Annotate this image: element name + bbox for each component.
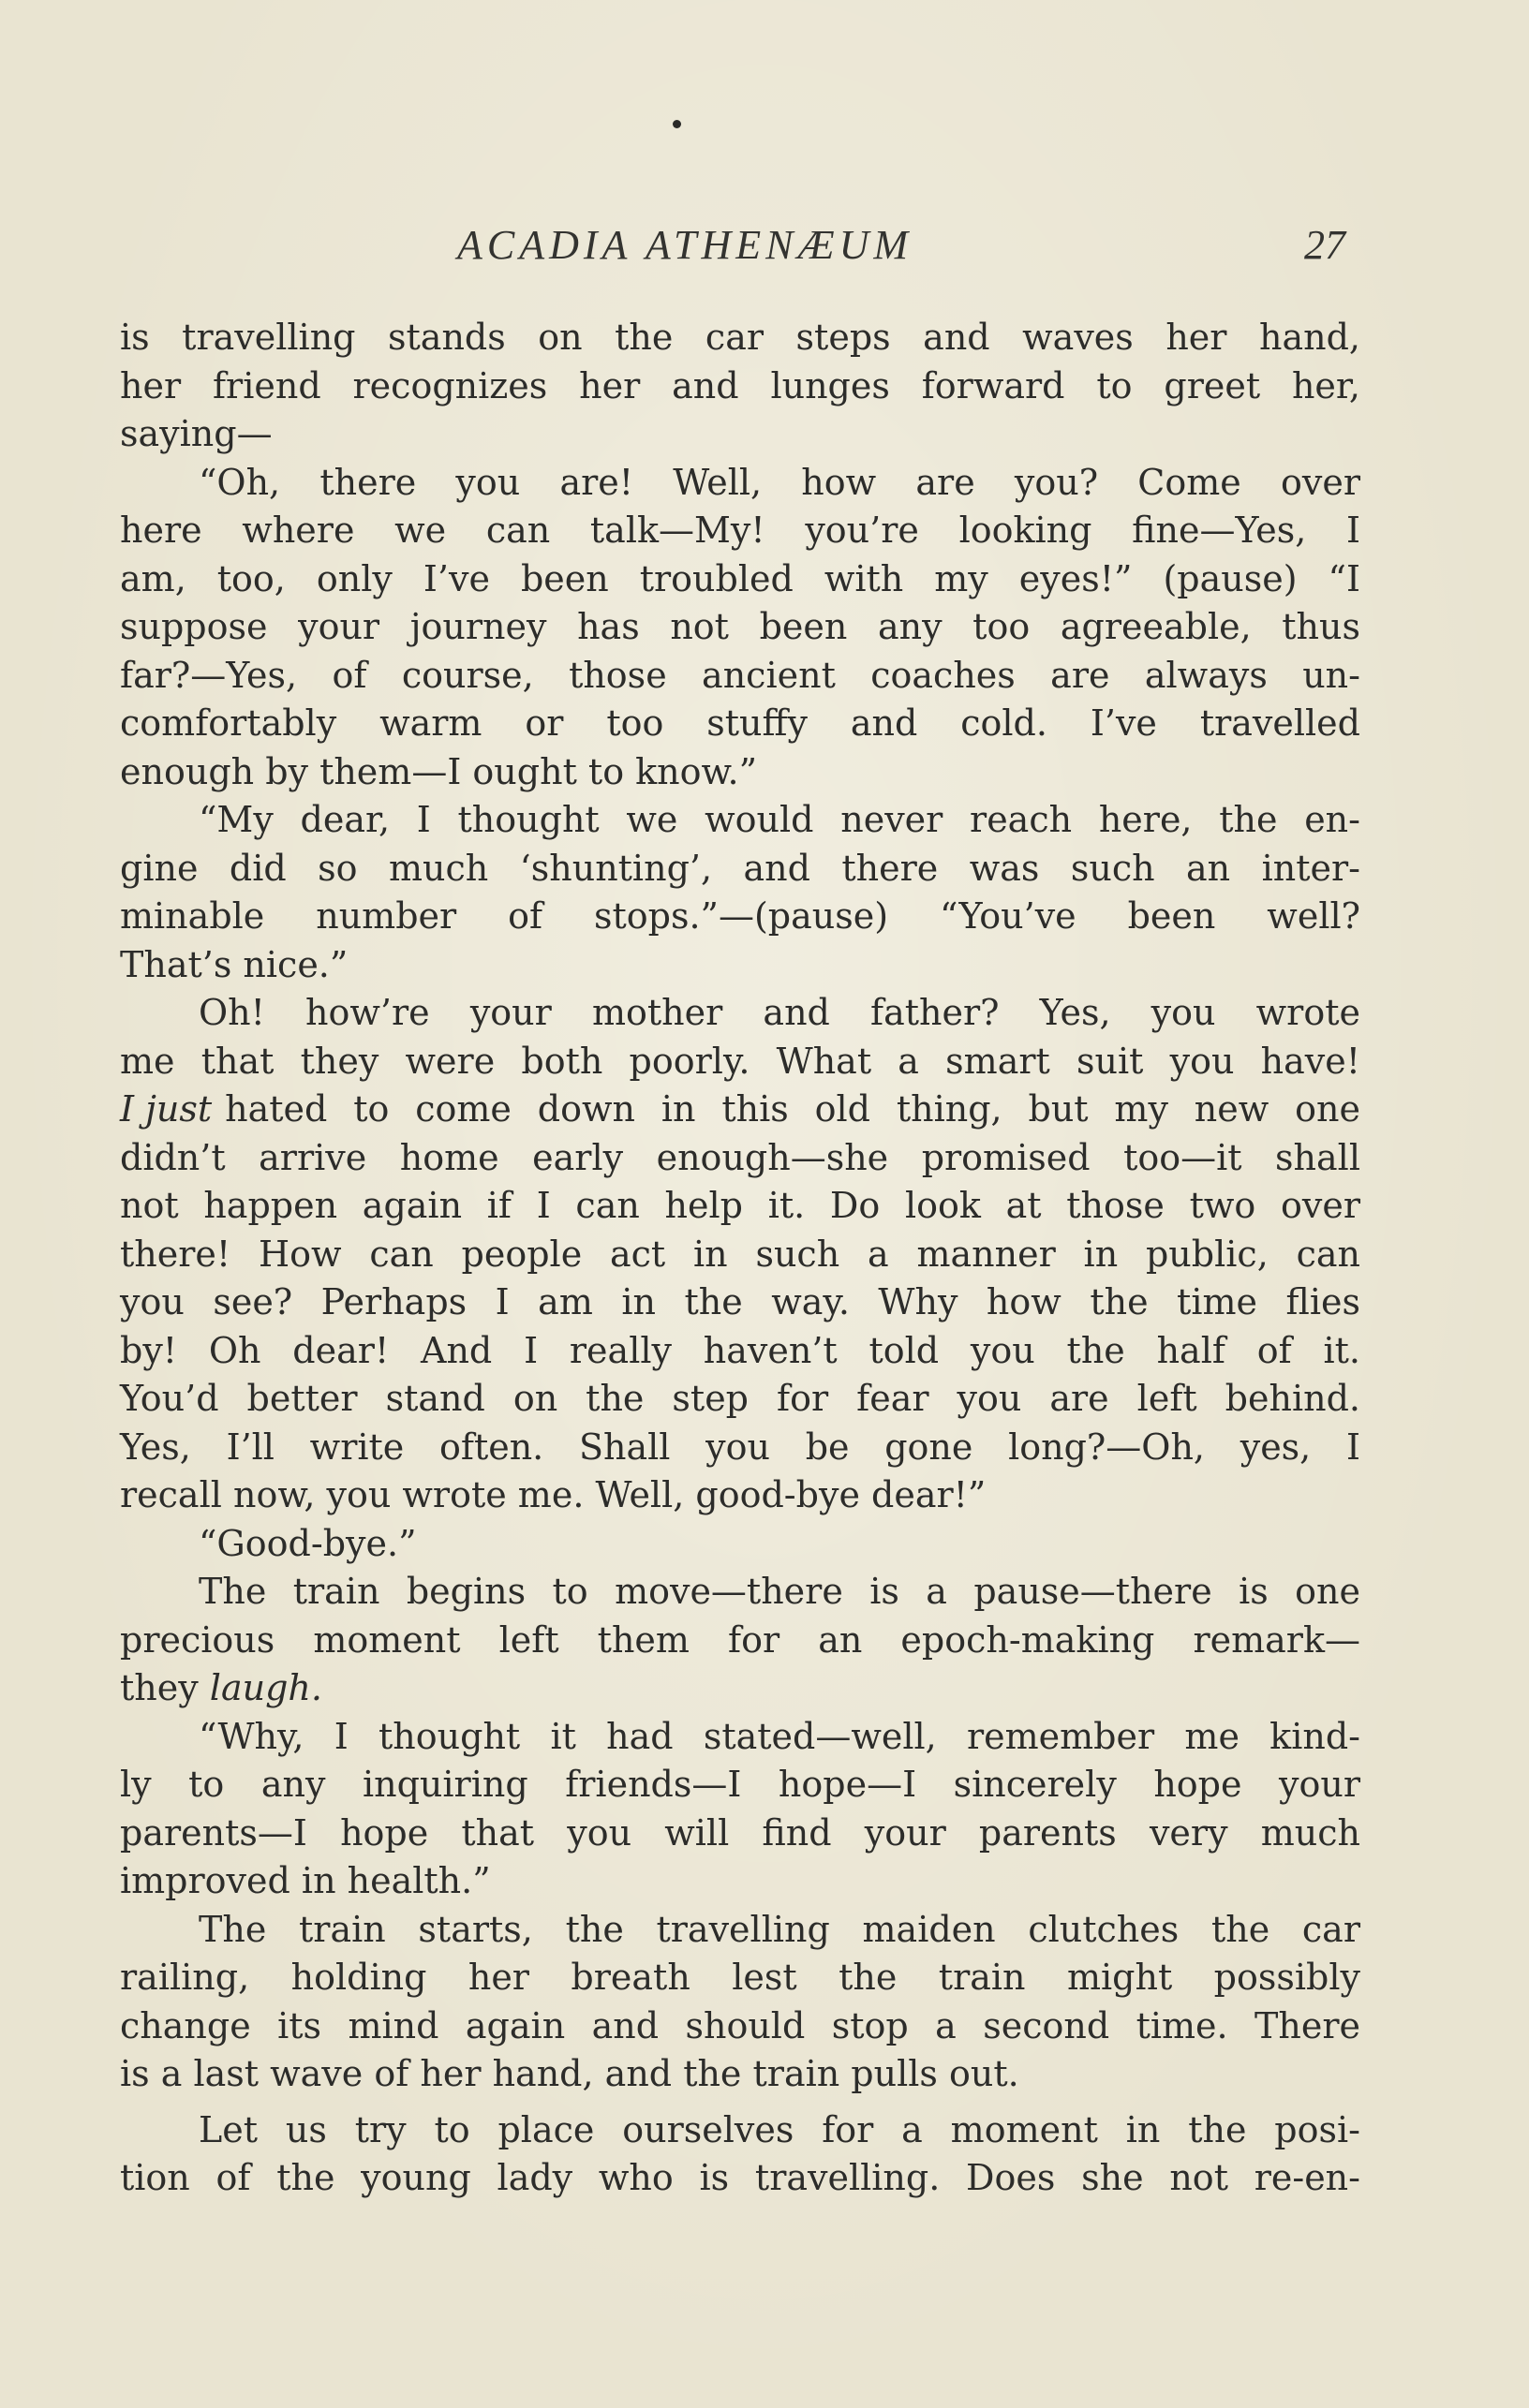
text-line: minable number of stops.”—(pause) “You’ve been well? xyxy=(120,895,1360,937)
text-line: didn’t arrive home early enough—she promised too—it shall xyxy=(120,1136,1360,1178)
text-line: suppose your journey has not been any too agreeable, thus xyxy=(120,606,1360,647)
text-line: recall now, you wrote me. Well, good-bye dear!” xyxy=(120,1474,987,1515)
text-line: not happen again if I can help it. Do look at those two over xyxy=(120,1185,1360,1226)
running-head xyxy=(0,221,1529,277)
italic-phrase: I just xyxy=(120,1088,213,1130)
text-line: The train starts, the travelling maiden clutches the car xyxy=(199,1908,1360,1950)
text-line: ly to any inquiring friends—I hope—I sincerely hope your xyxy=(120,1764,1360,1805)
text-line: “Why, I thought it had stated—well, remember me kind- xyxy=(199,1715,1360,1757)
text-line: here where we can talk—My! you’re looking fine—Yes, I xyxy=(120,510,1360,551)
text-line: tion of the young lady who is travelling. Does she not re-en- xyxy=(120,2157,1360,2198)
body-text xyxy=(120,314,1360,2203)
text-line: improved in health.” xyxy=(120,1860,491,1901)
paragraph-gap xyxy=(120,2099,1360,2106)
text-line: by! Oh dear! And I really haven’t told you the half of it. xyxy=(120,1329,1360,1371)
text-line: parents—I hope that you will find your parents very much xyxy=(120,1811,1360,1854)
text-line: is travelling stands on the car steps and waves her hand, xyxy=(120,317,1360,358)
text-line: The train begins to move—there is a pause—there is one xyxy=(199,1571,1360,1612)
journal-title: ACADIA ATHENÆUM xyxy=(457,222,913,268)
text-line: “Good-bye.” xyxy=(199,1522,417,1564)
text-line-start: they xyxy=(120,1667,199,1708)
text-line: you see? Perhaps I am in the way. Why how the time flies xyxy=(120,1281,1360,1322)
text-line: me that they were both poorly. What a smart suit you have! xyxy=(120,1040,1360,1082)
text-line: there! How can people act in such a manner in public, can xyxy=(120,1233,1360,1275)
text-line: enough by them—I ought to know.” xyxy=(120,750,758,792)
page-number: 27 xyxy=(1304,222,1345,268)
text-line: saying— xyxy=(120,413,273,454)
text-line: change its mind again and should stop a second time. There xyxy=(120,2004,1360,2046)
text-line: Let us try to place ourselves for a moment in the posi- xyxy=(199,2108,1360,2150)
text-line: “Oh, there you are! Well, how are you? Come over xyxy=(199,461,1360,503)
text-line: precious moment left them for an epoch-making remark— xyxy=(120,1618,1360,1661)
text-line: is a last wave of her hand, and the train pulls out. xyxy=(120,2053,1019,2094)
text-line: railing, holding her breath lest the train might possibly xyxy=(120,1957,1360,1998)
text-line: That’s nice.” xyxy=(120,943,349,985)
text-line: Oh! how’re your mother and father? Yes, you wrote xyxy=(199,992,1360,1033)
text-line: am, too, only I’ve been troubled with my eyes!” (pause) “I xyxy=(120,557,1360,599)
text-line-with-italic xyxy=(120,1086,1360,1134)
text-line: Yes, I’ll write often. Shall you be gone long?—Oh, yes, I xyxy=(120,1426,1360,1468)
text-line: You’d better stand on the step for fear you are left behind. xyxy=(120,1378,1360,1419)
text-line: her friend recognizes her and lunges forward to greet her, xyxy=(120,364,1360,406)
text-line-rest: hated to come down in this old thing, but my new one xyxy=(225,1088,1360,1130)
text-line: comfortably warm or too stuffy and cold. I’ve travelled xyxy=(120,702,1360,744)
text-line: gine did so much ‘shunting’, and there was such an inter- xyxy=(120,847,1360,889)
text-line-with-italic xyxy=(120,1664,1360,1713)
ink-speck xyxy=(673,120,681,128)
text-line: “My dear, I thought we would never reach here, the en- xyxy=(199,799,1360,840)
italic-word: laugh. xyxy=(209,1667,322,1708)
text-line: far?—Yes, of course, those ancient coaches are always un- xyxy=(120,654,1360,696)
